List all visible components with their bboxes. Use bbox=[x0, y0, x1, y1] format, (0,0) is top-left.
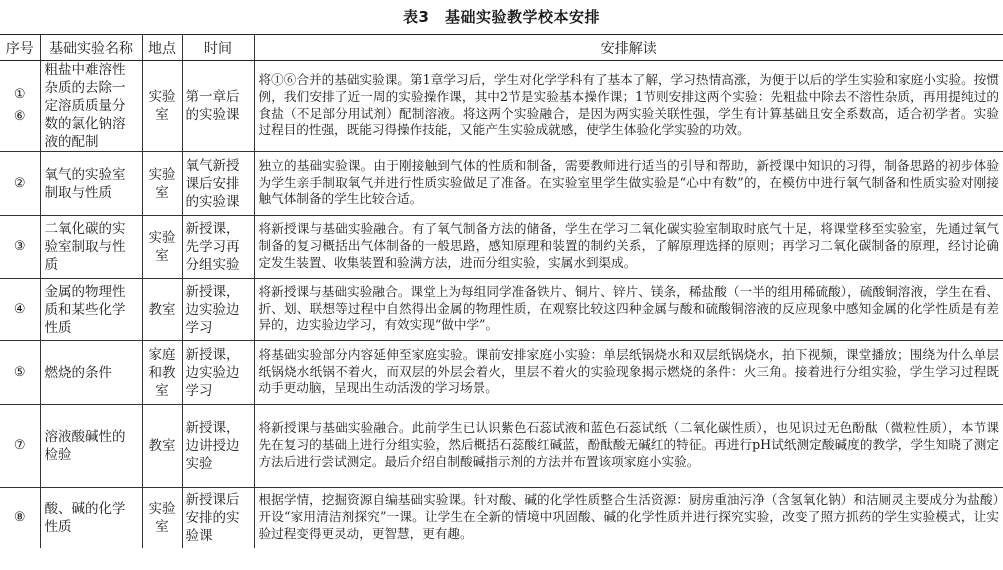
experiment-desc: 将新授课与基础实验融合。课堂上为每组同学准备铁片、铜片、锌片、镁条，稀盐酸（一半的组用稀硫酸），硫酸铜溶液，学生在看、折、划、联想等过程中自然得出金属的物理性质，在观察比较这四种金属与酸和硫酸铜溶液的反应现象中感知金属的化学性质是有差异的，边实验边学习，有效实现“做中学”。 bbox=[254, 279, 1003, 341]
experiment-desc: 将①⑥合并的基础实验课。第1章学习后，学生对化学学科有了基本了解，学习热情高涨，为便于以后的学生实验和家庭小实验。按惯例，我们安排了近一周的实验操作课，其中2节是实验基本操作课；1节则安排这两个实验：先粗盐中除去不溶性杂质，再用提纯过的食盐（不足部分用试剂）配制溶液。将这两个实验融合，是因为两实验关联性强，学生有计算基础且安全系数高，适合初学者。实验过程目的性强，既能习得操作技能，又能产生实验成就感，使学生体验化学实验的功效。 bbox=[254, 61, 1003, 152]
experiment-name: 酸、碱的化学性质 bbox=[40, 488, 142, 548]
header-idx: 序号 bbox=[0, 35, 40, 61]
row-index: ② bbox=[13, 175, 26, 191]
experiment-time: 第一章后的实验课 bbox=[182, 61, 254, 152]
experiment-schedule-table bbox=[0, 34, 1003, 548]
table-row bbox=[0, 405, 1003, 488]
experiment-time: 氧气新授课后安排的实验课 bbox=[182, 152, 254, 216]
experiment-time: 新授课，先学习再分组实验 bbox=[182, 216, 254, 279]
table-row bbox=[0, 216, 1003, 279]
row-index: ③ bbox=[13, 239, 26, 254]
experiment-time: 新授课，边讲授边实验 bbox=[182, 405, 254, 488]
table-row bbox=[0, 488, 1003, 548]
experiment-desc: 将新授课与基础实验融合。此前学生已认识紫色石蕊试液和蓝色石蕊试纸（二氧化碳性质），也见识过无色酚酞（微粒性质），本节课先在复习的基础上进行分组实验，然后概括石蕊酸红碱蓝，酚酞酸无碱红的特征。再进行pH试纸测定酸碱度的教学，学生知晓了测定方法后进行尝试测定。最后介绍自制酸碱指示剂的方法并布置该项家庭小实验。 bbox=[254, 405, 1003, 488]
row-index: ⑧ bbox=[13, 509, 26, 525]
experiment-place: 实验室 bbox=[142, 216, 182, 279]
experiment-name: 粗盐中难溶性杂质的去除一定溶质质量分数的氯化钠溶液的配制 bbox=[40, 61, 142, 152]
experiment-time: 新授课后安排的实验课 bbox=[182, 488, 254, 548]
row-index: ④ bbox=[13, 301, 26, 317]
row-index: ⑦ bbox=[13, 438, 26, 453]
experiment-name: 氧气的实验室制取与性质 bbox=[40, 152, 142, 216]
experiment-place: 教室 bbox=[142, 279, 182, 341]
table-row bbox=[0, 61, 1003, 152]
row-index: ⑤ bbox=[13, 364, 26, 380]
table-row bbox=[0, 341, 1003, 405]
experiment-desc: 独立的基础实验课。由于刚接触到气体的性质和制备，需要教师进行适当的引导和帮助，新授课中知识的习得，制备思路的初步体验为学生亲手制取氧气并进行性质实验做足了准备。在实验室里学生做实验是“心中有数”的，在模仿中进行氧气制备和性质实验对刚接触气体制备的学生比较合适。 bbox=[254, 152, 1003, 216]
experiment-place: 实验室 bbox=[142, 61, 182, 152]
table-caption: 表3 基础实验教学校本安排 bbox=[403, 8, 600, 26]
experiment-place: 实验室 bbox=[142, 488, 182, 548]
row-index bbox=[0, 61, 40, 152]
experiment-name: 二氧化碳的实验室制取与性质 bbox=[40, 216, 142, 279]
table-row bbox=[0, 279, 1003, 341]
experiment-time: 新授课，边实验边学习 bbox=[182, 279, 254, 341]
header-place: 地点 bbox=[142, 35, 182, 61]
header-time: 时间 bbox=[182, 35, 254, 61]
row-index-2: ⑥ bbox=[13, 109, 26, 124]
experiment-name: 溶液酸碱性的检验 bbox=[40, 405, 142, 488]
header-desc: 安排解读 bbox=[254, 35, 1003, 61]
experiment-place: 教室 bbox=[142, 405, 182, 488]
experiment-desc: 根据学情，挖掘资源自编基础实验课。针对酸、碱的化学性质整合生活资源：厨房重油污净（含氢氧化钠）和洁厕灵主要成分为盐酸）开设“家用清洁剂探究”一课。让学生在全新的情境中巩固酸、碱的化学性质并进行探究实验，改变了照方抓药的学生实验模式，让实验过程变得更灵动，更智慧，更有趣。 bbox=[254, 488, 1003, 548]
experiment-desc: 将基础实验部分内容延伸至家庭实验。课前安排家庭小实验：单层纸锅烧水和双层纸锅烧水，拍下视频，课堂播放；围绕为什么单层纸锅烧水纸锅不着火，而双层的外层会着火，里层不着火的实验现象揭示燃烧的条件：火三角。接着进行分组实验，学生学习过程既动手更动脑，呈现出生动活泼的学习场景。 bbox=[254, 341, 1003, 405]
row-index-1: ① bbox=[13, 87, 26, 102]
experiment-place: 实验室 bbox=[142, 152, 182, 216]
experiment-place: 家庭和教室 bbox=[142, 341, 182, 405]
experiment-desc: 将新授课与基础实验融合。有了氧气制备方法的储备，学生在学习二氧化碳实验室制取时底气十足，将课堂移至实验室，先通过氧气制备的复习概括出气体制备的一般思路，感知原理和装置的制约关系，了解原理选择的原则；再学习二氧化碳制备的原理，经讨论确定发生装置、收集装置和验满方法，进而分组实验，实属水到渠成。 bbox=[254, 216, 1003, 279]
experiment-time: 新授课，边实验边学习 bbox=[182, 341, 254, 405]
table-header-row bbox=[0, 35, 1003, 61]
experiment-name: 燃烧的条件 bbox=[40, 341, 142, 405]
table-row bbox=[0, 152, 1003, 216]
header-name: 基础实验名称 bbox=[40, 35, 142, 61]
experiment-name: 金属的物理性质和某些化学性质 bbox=[40, 279, 142, 341]
